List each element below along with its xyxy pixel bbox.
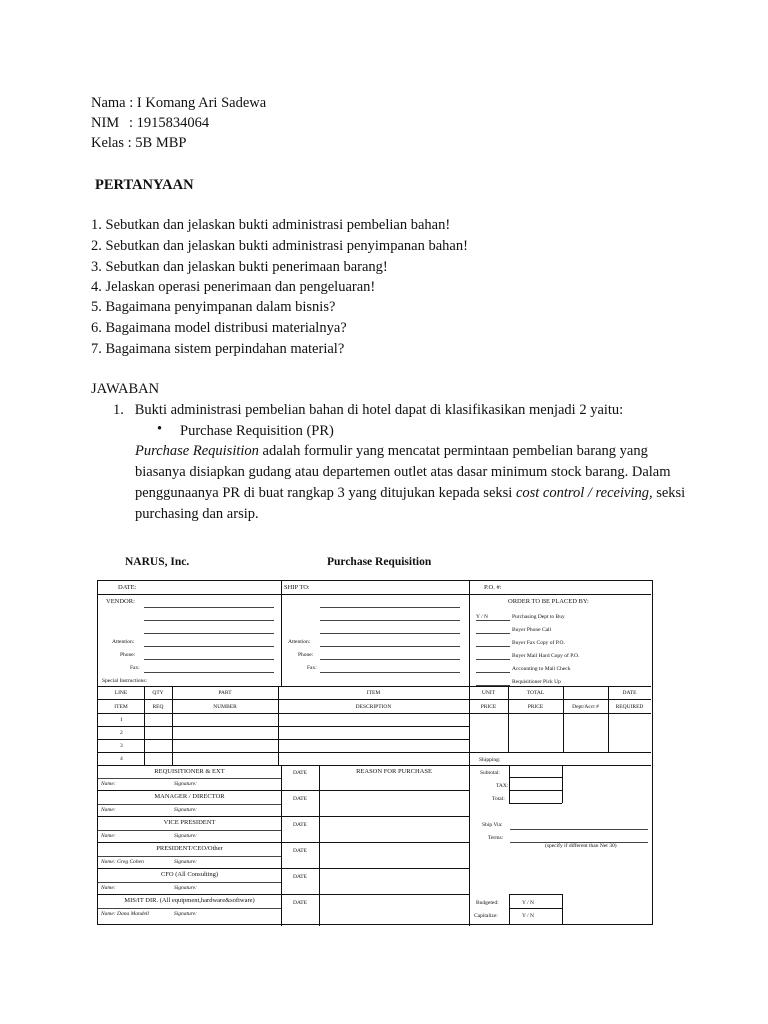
col-header: QTY [152,690,164,696]
student-class: Kelas : 5B MBP [91,135,187,151]
po-label: P.O. #: [484,584,502,591]
order-option: Accounting to Mail Check [512,666,571,672]
col-header: ITEM [366,690,381,696]
date-col-label: DATE [292,770,308,776]
question-item: 3. Sebutkan dan jelaskan bukti penerimaan barang! [91,259,388,275]
date-label: DATE: [118,584,137,591]
line-number: 1 [120,717,123,723]
form-title: Purchase Requisition [327,556,432,568]
order-option: Purchasing Dept to Buy [512,614,565,620]
budgeted-label: Budgeted: [476,900,499,906]
approval-signature: Signature: [174,859,198,865]
col-header: PART [218,690,232,696]
answer-text-2: seksi purchasing dan arsip. [135,485,686,522]
approval-title: CFO (All Consulting) [160,871,219,878]
approval-name: Name: [101,833,116,839]
date-col-label: DATE [292,874,308,880]
nim-value: : 1915834064 [129,115,210,131]
question-item: 7. Bagaimana sistem perpindahan material? [91,341,345,357]
line-number: 4 [120,756,123,762]
order-heading: ORDER TO BE PLACED BY: [508,598,589,605]
capitalize-label: Capitalize: [474,913,498,919]
approval-name: Name: [101,807,116,813]
purchase-requisition-form [97,580,653,925]
line-number: 3 [120,743,123,749]
col-header: PRICE [480,704,497,710]
col-header: REQUIRED [615,704,644,710]
order-option: Buyer Fax Copy of P.O. [512,640,565,646]
nim-label: NIM [91,115,120,131]
student-name: Nama : I Komang Ari Sadewa [91,95,267,111]
approval-name: Name: [101,885,116,891]
question-item: 4. Jelaskan operasi penerimaan dan pengeluaran! [91,279,376,295]
date-col-label: DATE [292,848,308,854]
question-item: 1. Sebutkan dan jelaskan bukti administrasi pembelian bahan! [91,217,451,233]
tax-label: TAX: [496,783,509,789]
ship-to-label: SHIP TO: [284,584,310,591]
date-col-label: DATE [292,796,308,802]
approval-title: PRESIDENT/CEO/Other [156,845,223,852]
yn-label: Y / N [522,900,535,906]
line-number: 2 [120,730,123,736]
approval-signature: Signature: [174,885,198,891]
reason-label: REASON FOR PURCHASE [356,768,432,775]
question-item: 5. Bagaimana penyimpanan dalam bisnis? [91,299,336,315]
col-header: PRICE [527,704,544,710]
ship-via-label: Ship Via: [482,822,503,828]
col-header: ITEM [114,704,128,710]
order-option: Requisitioner Pick Up [512,679,561,685]
question-item: 6. Bagaimana model distribusi materialnya? [91,320,347,336]
term-cost-control: cost control / receiving, [515,485,653,501]
approval-title: REQUISITIONER & EXT [154,768,225,775]
fax-label: Fax: [130,665,140,671]
special-instructions-label: Special Instructions: [102,678,148,684]
approval-signature: Signature: [174,833,198,839]
col-header: Dept/Acct # [572,704,599,710]
order-option: Buyer Phone Call [512,627,552,633]
fax-label: Fax: [307,665,317,671]
col-header: NUMBER [213,704,237,710]
yn-label: Y / N [522,913,535,919]
total-label: Total: [492,796,505,802]
col-header: DATE [622,690,637,696]
bullet-label: Purchase Requisition (PR) [180,423,334,439]
attention-label: Attention: [112,639,135,645]
phone-label: Phone: [120,652,136,658]
order-option: Buyer Mail Hard Copy of P.O. [512,653,580,659]
approval-signature: Signature: [174,807,198,813]
answer-paragraph [135,441,695,525]
approval-name: Name: Greg Cohen [101,859,144,865]
approval-title: MIS/IT DIR. (All equipment,hardware&software) [124,897,255,904]
shipping-label: Shipping: [479,757,501,763]
answer-item-1: 1. Bukti administrasi pembelian bahan di hotel dapat di klasifikasikan menjadi 2 yaitu: [113,402,624,418]
phone-label: Phone: [298,652,314,658]
answers-heading: JAWABAN [91,381,160,397]
col-header: LINE [114,690,128,696]
vendor-label: VENDOR: [106,598,135,605]
subtotal-label: Subtotal: [480,770,500,776]
yn-label: Y / N [476,614,489,620]
approval-name: Name: Dana Mandell [101,911,149,917]
approval-signature: Signature: [174,911,198,917]
term-purchase-requisition: Purchase Requisition [135,443,259,459]
approval-name: Name: [101,781,116,787]
attention-label: Attention: [288,639,311,645]
approval-title: MANAGER / DIRECTOR [154,793,225,800]
terms-label: Terms: [488,835,504,841]
answer-text-1: adalah formulir yang mencatat permintaan pembelian barang yang biasanya disiapkan gudang atau departemen outlet atas dasar minimum stock barang. Dalam penggunaanya PR di buat rangkap 3 yang ditujukan kepada seksi [135,443,671,501]
approval-title: VICE PRESIDENT [163,819,216,826]
question-item: 2. Sebutkan dan jelaskan bukti administrasi penyimpanan bahan! [91,238,468,254]
date-col-label: DATE [292,822,308,828]
questions-heading: PERTANYAAN [95,177,194,193]
col-header: TOTAL [526,690,545,696]
date-col-label: DATE [292,900,308,906]
form-company: NARUS, Inc. [125,556,190,568]
bullet-icon: • [157,421,163,437]
terms-note: (specify if different than Net 30) [545,843,617,849]
col-header: DESCRIPTION [355,704,392,710]
col-header: UNIT [481,690,496,696]
student-nim [91,113,209,133]
approval-signature: Signature: [174,781,198,787]
col-header: REQ [152,704,164,710]
